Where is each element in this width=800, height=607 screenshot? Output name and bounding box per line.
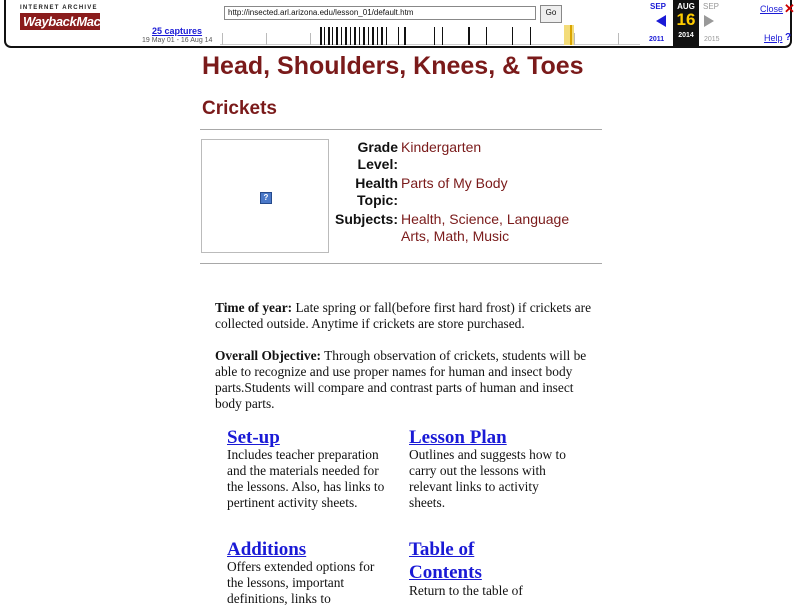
health-topic-value: Parts of My Body [401, 175, 508, 191]
divider-top [200, 129, 602, 130]
current-capture [673, 0, 699, 46]
wayback-logo-main: WaybackMachine [20, 13, 100, 30]
close-link[interactable]: Close [760, 4, 784, 14]
time-of-year-text: Late spring or fall(before first hard frost) if crickets are collected outside. Anytime if crickets are store purchased. [215, 300, 592, 331]
lesson-plan-description: Outlines and suggests how to carry out the lessons with relevant links to activity sheets. [409, 447, 566, 510]
additions-description: Offers extended options for the lessons, important definitions, links to [227, 559, 375, 606]
help-icon[interactable]: ? [785, 32, 792, 43]
toc-link-line1: Table of [409, 539, 475, 560]
grade-label-line1: Grade [357, 139, 398, 155]
wayback-logo[interactable] [20, 5, 126, 39]
next-month-label: SEP [703, 2, 720, 11]
time-of-year-paragraph [215, 300, 595, 332]
grade-level-value: Kindergarten [401, 139, 482, 155]
objective-label: Overall Objective: [215, 348, 321, 363]
setup-description: Includes teacher preparation and the materials needed for the lessons. Also, has links to pertinent activity sheets. [227, 447, 385, 510]
grade-label-line2: Level: [357, 156, 398, 172]
subjects-label: Subjects: [334, 211, 398, 227]
broken-image-icon: ? [260, 192, 272, 204]
next-year-label: 2015 [704, 36, 720, 43]
topic-label-line2: Topic: [357, 192, 398, 208]
toc-description: Return to the table of [409, 583, 523, 598]
additions-link[interactable]: Additions [227, 539, 307, 560]
subjects-line1: Health, Science, Language [401, 211, 570, 227]
topic-label-line1: Health [355, 175, 398, 191]
toc-link-line2: Contents [409, 562, 482, 583]
capture-range: 19 May 01 - 16 Aug 14 [142, 37, 213, 44]
captures-link[interactable]: 25 captures [152, 26, 203, 36]
subjects-line2: Arts, Math, Music [401, 228, 510, 244]
objective-paragraph [215, 348, 595, 412]
wayback-logo-top: INTERNET ARCHIVE [20, 5, 98, 11]
capture-sparkline[interactable] [220, 25, 640, 45]
divider-bottom [200, 263, 602, 264]
capture-calendar [646, 0, 726, 46]
grade-level-label [340, 139, 398, 173]
prev-capture-arrow-icon[interactable] [656, 15, 666, 27]
close-icon[interactable]: ✕ [784, 1, 795, 16]
lesson-plan-link[interactable]: Lesson Plan [409, 427, 507, 448]
help-link[interactable]: Help [764, 33, 783, 43]
wayback-toolbar [4, 0, 795, 48]
subjects-value [401, 211, 569, 245]
page-title: Head, Shoulders, Knees, & Toes [202, 52, 584, 80]
current-year: 2014 [678, 32, 694, 39]
objective-text: Through observation of crickets, students will be able to recognize and use proper names for human and insect body parts.Students will compare and contrast parts of human and insect body parts. [215, 348, 587, 411]
current-day: 16 [676, 10, 696, 29]
time-of-year-label: Time of year: [215, 300, 293, 315]
prev-month-label[interactable]: SEP [650, 2, 667, 11]
prev-year-label[interactable]: 2011 [649, 36, 665, 43]
table-of-contents-link[interactable] [409, 538, 482, 584]
page-subtitle: Crickets [202, 98, 277, 119]
next-capture-arrow-icon [704, 15, 714, 27]
setup-link[interactable]: Set-up [227, 427, 280, 448]
url-input[interactable]: http://insected.arl.arizona.edu/lesson_01/default.htm [224, 6, 536, 20]
current-month: AUG [677, 2, 695, 11]
lesson-image [201, 139, 329, 253]
go-button[interactable]: Go [540, 5, 562, 23]
health-topic-label [340, 175, 398, 209]
